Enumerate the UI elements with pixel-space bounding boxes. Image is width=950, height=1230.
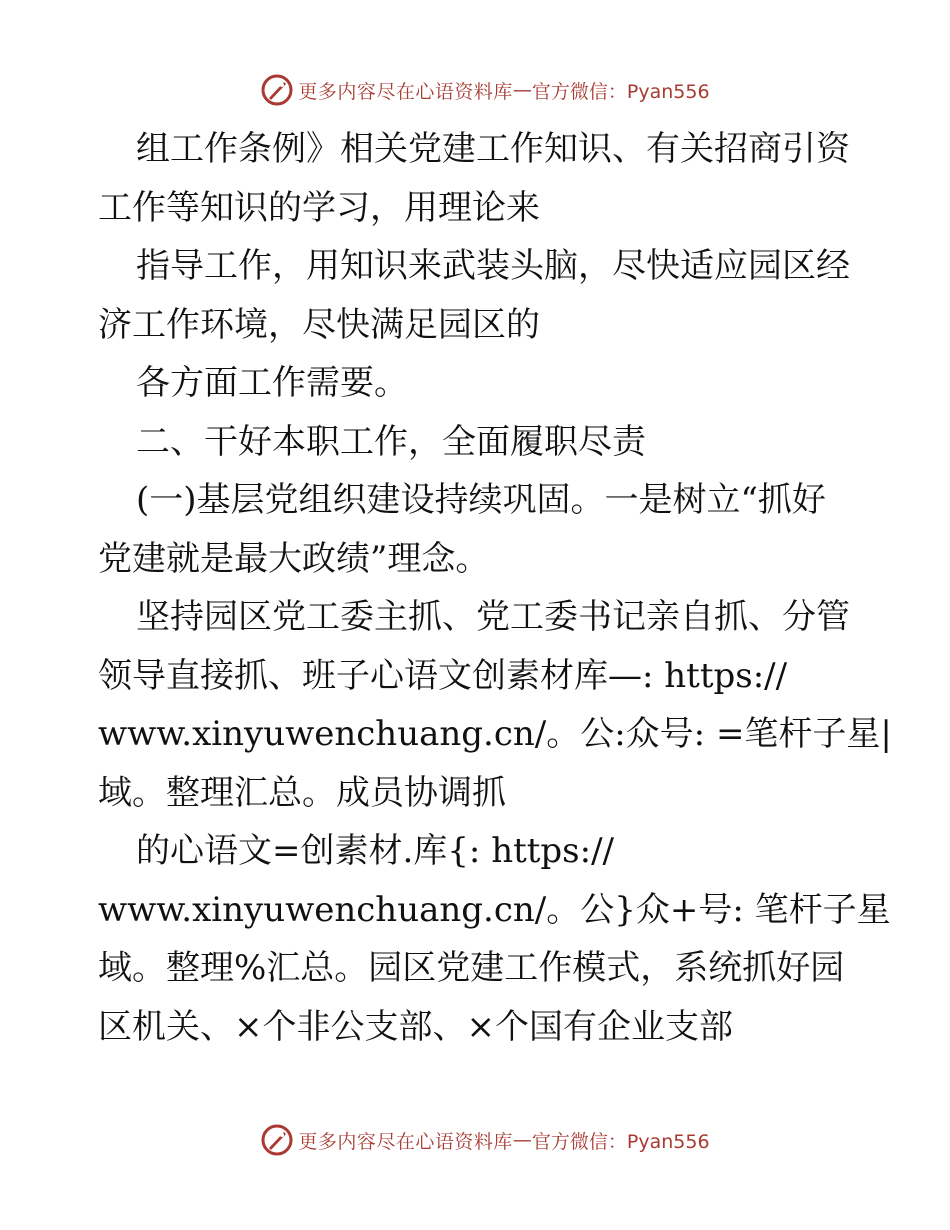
- header-banner-text: 更多内容尽在心语资料库: [298, 80, 513, 103]
- section-heading: 二、干好本职工作，全面履职尽责: [136, 421, 646, 462]
- header-banner: [0, 70, 950, 110]
- paragraph-line: 组工作条例》相关党建工作知识、有关招商引资: [136, 129, 850, 169]
- paragraph-line: 区机关、×个非公支部、×个国有企业支部: [98, 1006, 733, 1047]
- footer-banner-contact: 官方微信：Pyan556: [531, 1130, 710, 1153]
- footer-banner: [0, 1120, 950, 1160]
- quill-logo-icon: [260, 1123, 294, 1157]
- paragraph-line: 各方面工作需要。: [136, 363, 408, 403]
- paragraph-line: (一)基层党组织建设持续巩固。一是树立“抓好: [136, 480, 826, 520]
- footer-banner-inner: [260, 1123, 709, 1157]
- footer-banner-separator: —: [512, 1129, 532, 1151]
- header-banner-inner: [260, 73, 709, 107]
- paragraph-line: 济工作环境，尽快满足园区的: [98, 304, 540, 345]
- paragraph-line: 领导直接抓、班子心语文创素材库—: https://: [98, 655, 788, 696]
- quill-logo-icon: [260, 73, 294, 107]
- paragraph-line: www.xinyuwenchuang.cn/。公:众号: =笔杆子星|: [98, 714, 892, 754]
- paragraph-line: www.xinyuwenchuang.cn/。公}众+号: 笔杆子星: [98, 889, 891, 930]
- header-banner-contact: 官方微信：Pyan556: [531, 80, 710, 103]
- paragraph-line: 坚持园区党工委主抓、党工委书记亲自抓、分管: [136, 597, 850, 637]
- paragraph-line: 域。整理%汇总。园区党建工作模式，系统抓好园: [98, 948, 845, 988]
- paragraph-line: 工作等知识的学习，用理论来: [98, 187, 540, 228]
- paragraph-line: 党建就是最大政绩”理念。: [98, 538, 490, 579]
- footer-banner-text: 更多内容尽在心语资料库: [298, 1130, 513, 1153]
- paragraph-line: 域。整理汇总。成员协调抓: [98, 772, 506, 813]
- paragraph-line: 的心语文=创素材.库{: https://: [136, 831, 614, 871]
- paragraph-line: 指导工作，用知识来武装头脑，尽快适应园区经: [136, 246, 850, 286]
- document-body: [98, 120, 892, 1056]
- header-banner-separator: —: [512, 79, 532, 101]
